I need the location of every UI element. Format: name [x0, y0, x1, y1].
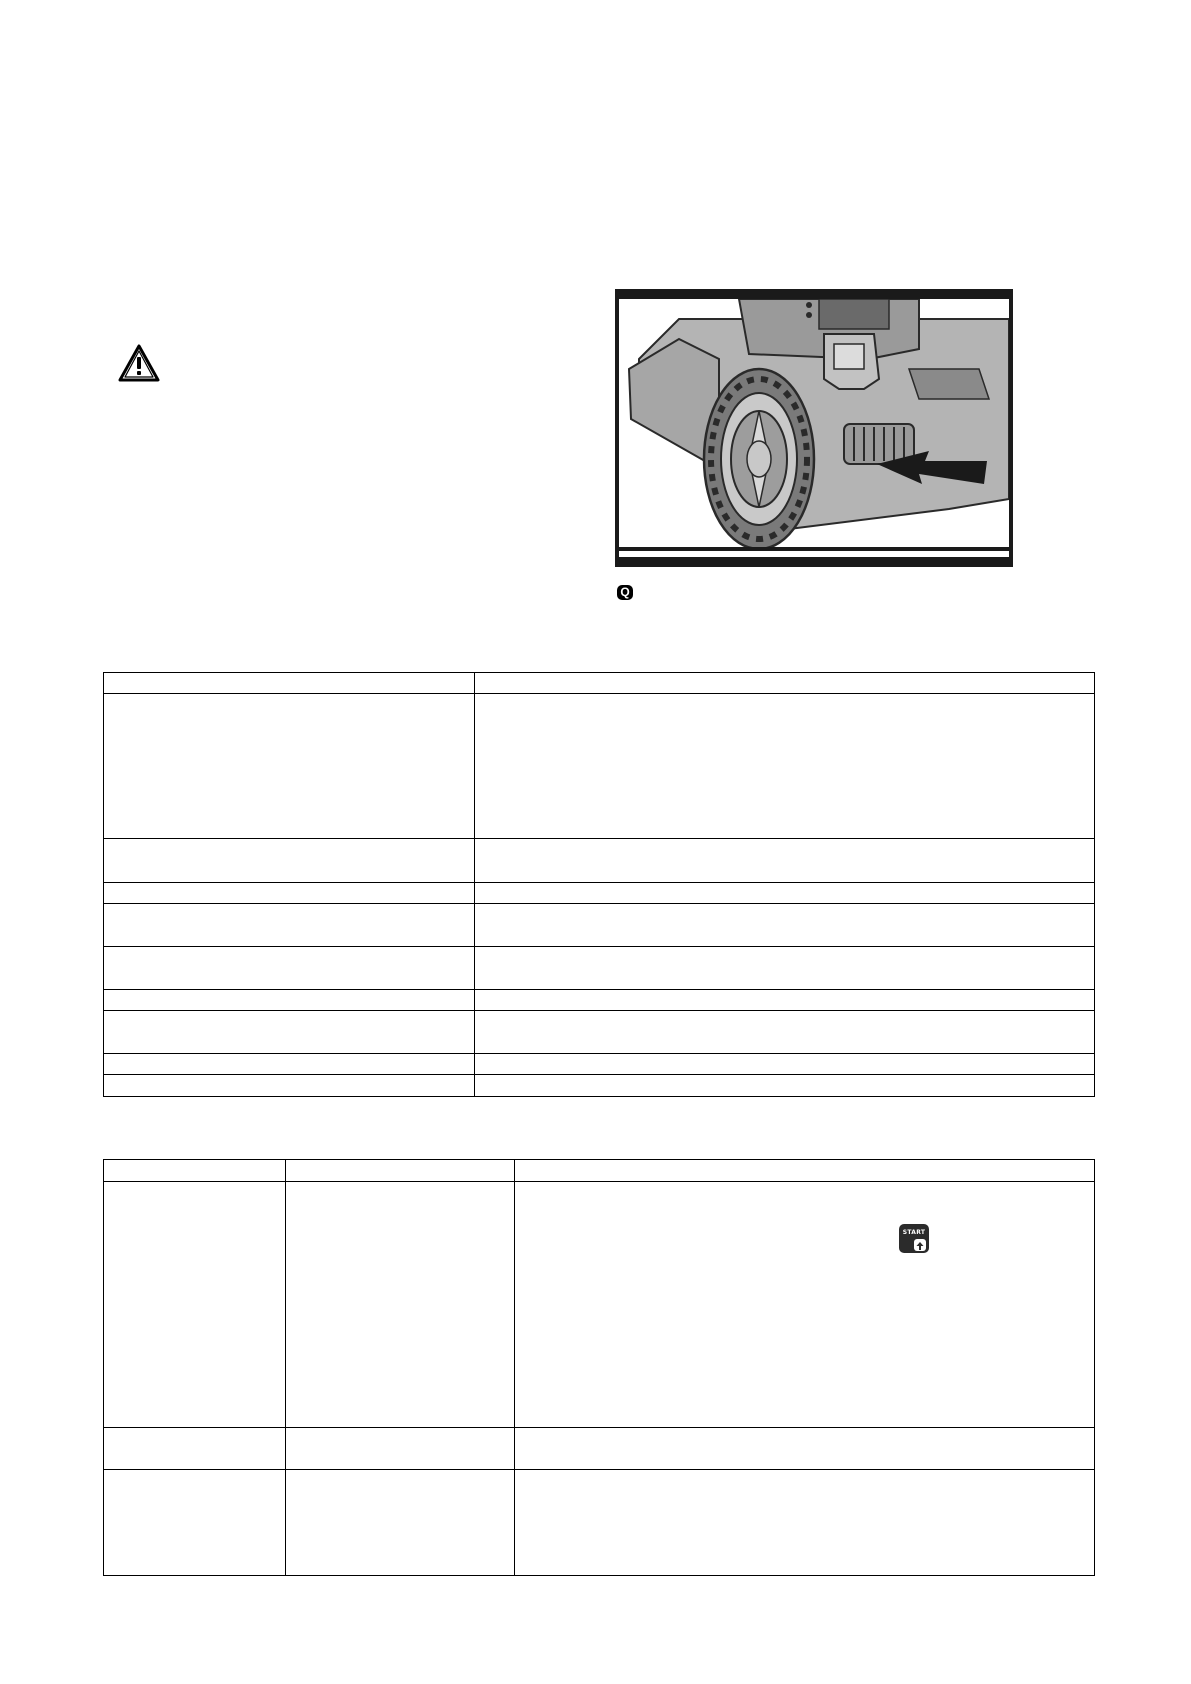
table-cell — [104, 904, 475, 947]
table-row — [104, 883, 1095, 904]
table-cell — [104, 1160, 286, 1182]
table-cell — [286, 1160, 515, 1182]
table-row — [104, 694, 1095, 839]
table-cell — [104, 673, 475, 694]
table-cell — [104, 990, 475, 1011]
table-row — [104, 947, 1095, 990]
start-key-label: START — [902, 1229, 926, 1236]
table-row — [104, 1428, 1095, 1470]
table-cell — [104, 1182, 286, 1428]
specifications-table — [103, 672, 1095, 1097]
table-cell — [515, 1428, 1095, 1470]
table-cell — [104, 1054, 475, 1075]
troubleshooting-table — [103, 1159, 1095, 1576]
start-key-icon — [899, 1224, 929, 1253]
table-row — [104, 1054, 1095, 1075]
table-cell — [515, 1160, 1095, 1182]
table-cell — [104, 1075, 475, 1097]
robot-mower-illustration — [619, 299, 1009, 557]
table-cell — [475, 673, 1095, 694]
table-row — [104, 673, 1095, 694]
table-row — [104, 839, 1095, 883]
table-cell — [475, 694, 1095, 839]
table-cell — [475, 1011, 1095, 1054]
table-row — [104, 1075, 1095, 1097]
figure-label — [617, 582, 633, 600]
figure-label-text: Q — [617, 585, 633, 600]
warning-triangle-icon — [117, 343, 161, 383]
table-cell — [104, 947, 475, 990]
robot-mower-figure — [615, 289, 1013, 567]
arrow-up-icon — [914, 1239, 926, 1251]
table-cell — [104, 1470, 286, 1576]
table-row — [104, 1160, 1095, 1182]
table-cell — [475, 990, 1095, 1011]
table-cell — [104, 694, 475, 839]
table-cell — [104, 1011, 475, 1054]
table-cell — [475, 1054, 1095, 1075]
table-cell — [104, 883, 475, 904]
table-cell — [286, 1428, 515, 1470]
table-cell — [286, 1182, 515, 1428]
table-row — [104, 990, 1095, 1011]
table-cell — [475, 904, 1095, 947]
table-row — [104, 1470, 1095, 1576]
table-cell — [515, 1182, 1095, 1428]
table-cell — [475, 839, 1095, 883]
table-row — [104, 1182, 1095, 1428]
table-row — [104, 1011, 1095, 1054]
table-cell — [475, 1075, 1095, 1097]
table-cell — [515, 1470, 1095, 1576]
table-cell — [286, 1470, 515, 1576]
table-cell — [475, 883, 1095, 904]
table-cell — [104, 839, 475, 883]
table-cell — [475, 947, 1095, 990]
table-cell — [104, 1428, 286, 1470]
table-row — [104, 904, 1095, 947]
